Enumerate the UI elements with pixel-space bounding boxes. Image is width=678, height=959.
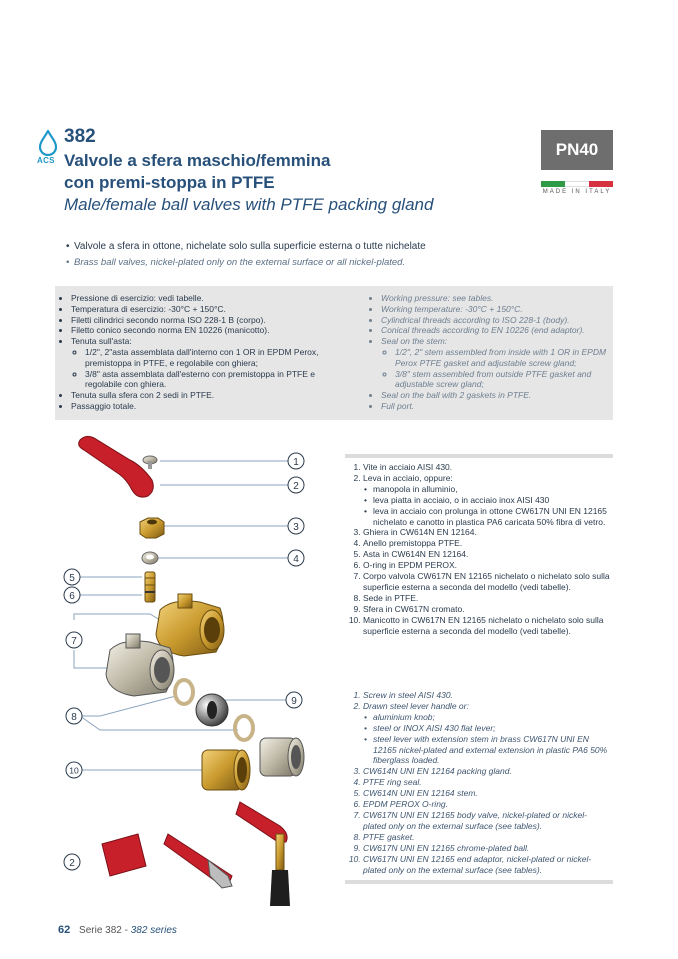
callout-2-variants: [64, 854, 80, 870]
svg-text:2: 2: [69, 858, 75, 869]
callout-3: [288, 518, 304, 534]
screw: [143, 456, 157, 469]
callout-6: [64, 587, 80, 603]
flat-lever: [164, 834, 232, 888]
packing-gland: [140, 518, 164, 538]
callout-4: [288, 550, 304, 566]
parts-list-en: 1. Screw in steel AISI 430. 2. Drawn steel lever handle or: • aluminium knob; • steel or INOX AISI 430 flat lever; • steel lever with extension stem in brass CW617N UNI EN 12165 nickel-plated and external extension in plastic PA6 50% fiberglass loaded. 3. CW614N UNI EN 12164 packing gland. 4. PTFE ring seal. 5. CW614N UNI EN 12164 stem. 6. EPDM PEROX O-ring. 7. CW617N UNI EN 12165 body valve, nickel-plated or nickel-plated only on the external surface (see tables). 8. PTFE gasket. 9. CW617N UNI EN 12165 chrome-plated ball. 10. CW617N UNI EN 12165 end adaptor, nickel-plated or nickel-plated only on the external surface (see tables).: [345, 690, 610, 875]
series-it: Serie 382: [79, 925, 122, 936]
italian-flag: [541, 181, 613, 187]
title-it-line2: con premi-stoppa in PTFE: [64, 173, 275, 192]
extension-lever: [236, 802, 290, 906]
callout-7: [66, 632, 82, 648]
divider: [345, 880, 613, 884]
specs-en: • Working pressure: see tables. • Working temperature: -30°C + 150°C. • Cylindrical threads according to ISO 228-1 (body). • Conical threads according to EN 10226 (end adaptor). • Seal on the stem: ◦ 1/2", 2" stem assembled from inside with 1 OR in EPDM Perox PTFE gasket and adjustable screw gland; ◦ 3/8" stem assembled from outside PTFE gasket and adjustable screw gland; • Seal on the ball with 2 gaskets in PTFE. • Full port.: [367, 293, 607, 412]
title-it-line1: Valvole a sfera maschio/femmina: [64, 151, 331, 170]
page-footer: 62 Serie 382 - 382 series: [58, 924, 177, 936]
page-number: 62: [58, 924, 71, 936]
specs-it: • Pressione di esercizio: vedi tabelle. • Temperatura di esercizio: -30°C + 150°C. • Filetti cilindrici secondo norma ISO 228-1 B (corpo). • Filetto conico secondo norma EN 10226 (manicotto). • Tenuta sull'asta: ◦ 1/2", 2"asta assemblata dall'interno con 1 OR in EPDM Perox, premistoppa in PTFE, e regolabile con ghiera; ◦ 3/8" asta assemblata dall'esterno con premistoppa in PTFE e regolabile con ghiera. • Tenuta sulla sfera con 2 sedi in PTFE. • Passaggio totale.: [57, 293, 319, 412]
svg-text:8: 8: [71, 712, 77, 723]
chrome-ball: [196, 694, 228, 726]
divider: [345, 454, 613, 458]
svg-text:9: 9: [291, 696, 297, 707]
svg-text:10: 10: [69, 765, 79, 776]
svg-text:5: 5: [69, 573, 75, 584]
water-drop-icon: [38, 130, 58, 156]
end-adaptor-brass: [202, 750, 250, 790]
intro-it: • Valvole a sfera in ottone, nichelate solo sulla superficie esterna o tutte nichelate: [66, 241, 426, 252]
callout-10: [66, 762, 82, 778]
svg-text:3: 3: [293, 522, 299, 533]
pressure-badge: PN40: [541, 130, 613, 170]
svg-text:7: 7: [71, 636, 77, 647]
callout-1: [288, 453, 304, 469]
specs-box: [55, 286, 613, 420]
svg-text:6: 6: [69, 591, 75, 602]
stem: [145, 572, 155, 602]
series-en: 382 series: [130, 925, 177, 936]
ptfe-ring-seal: [142, 552, 158, 564]
callout-2: [288, 477, 304, 493]
svg-text:1: 1: [293, 457, 299, 468]
svg-text:4: 4: [293, 554, 299, 565]
product-code: 382: [64, 126, 96, 147]
lever-handle: [79, 436, 154, 497]
acs-label: ACS: [37, 156, 55, 165]
callout-9: [286, 692, 302, 708]
parts-list-it: 1. Vite in acciaio AISI 430. 2. Leva in acciaio, oppure: • manopola in alluminio, • leva piatta in acciaio, o in acciaio inox AISI 430 • leva in acciaio con prolunga in ottone CW617N UNI EN 12165 nichelato e canotto in plastica PA6 caricata 50% fibra di vetro. 3. Ghiera in CW614N EN 12164. 4. Anello premistoppa PTFE. 5. Asta in CW614N EN 12164. 6. O-ring in EPDM PEROX. 7. Corpo valvola CW617N EN 12165 nichelato o nichelato solo sulla superficie esterna a seconda del modello (vedi tabelle). 8. Sede in PTFE. 9. Sfera in CW617N cromato. 10. Manicotto in CW617N EN 12165 nichelato o nichelato solo sulla superficie esterna a seconda del modello (vedi tabelle).: [345, 462, 610, 637]
callout-5: [64, 569, 80, 585]
title-en: Male/female ball valves with PTFE packing gland: [64, 195, 434, 214]
exploded-view-diagram: [60, 430, 340, 910]
made-in-italy: MADE IN ITALY: [542, 189, 612, 195]
intro-en: • Brass ball valves, nickel-plated only on the external surface or all nickel-plated.: [66, 257, 406, 268]
callout-8: [66, 708, 82, 724]
end-adaptor-nickel: [260, 738, 304, 776]
aluminium-knob: [102, 834, 146, 876]
svg-text:2: 2: [293, 481, 299, 492]
